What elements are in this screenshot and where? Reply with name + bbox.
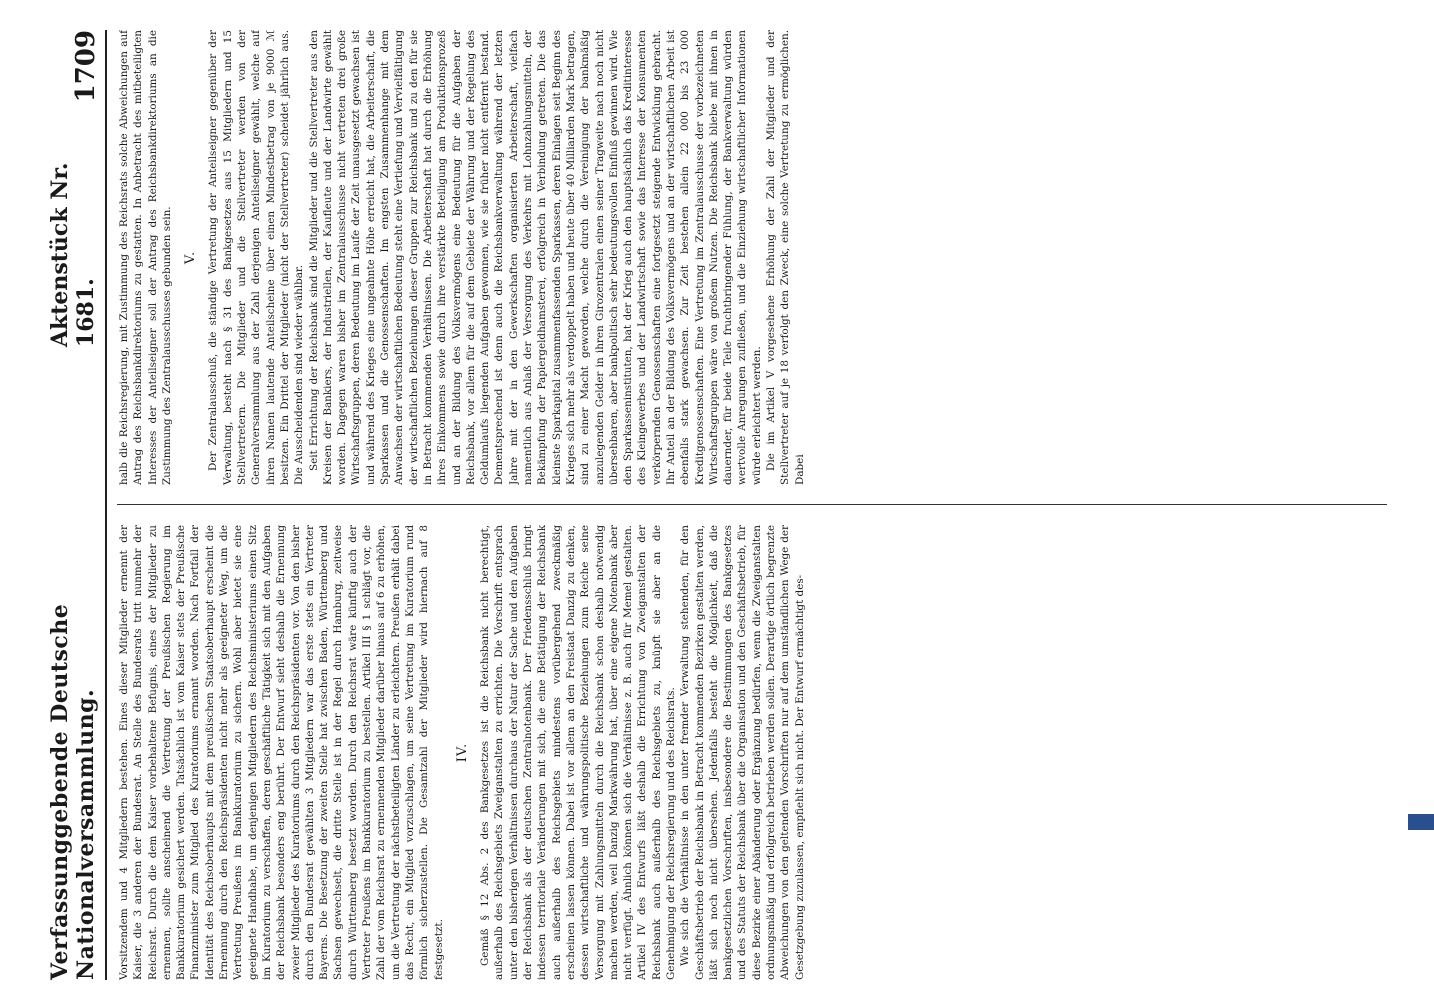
paragraph: Vorsitzendem und 4 Mitgliedern bestehen. Eines dieser Mitglieder ernennt der Kaiser, die 3 anderen der Bundesrat. An Stelle des Bundesrats tritt nunmehr der Reichsrat. Durch die dem Kaiser vorbehaltene Befugnis, eines der Mitglieder zu ernennen, sollte anscheinend die Vertretung der Preußischen Regierung im Bankkuratorium gesichert werden. Tatsächlich ist vom Kaiser stets der Preußische Finanzminister zum Mitglied des Kuratoriums ernannt worden. Nach Fortfall der Identität des Reichsoberhaupts mit dem preußischen Staatsoberhaupt erscheint die Ernennung durch den Reichspräsidenten nicht mehr als geeigneter Weg, um die Vertretung Preußens im Bankkuratorium zu sichern. Wohl aber bietet sie eine geeignete Handhabe, um denjenigen Mitgliedern des Reichsministeriums einen Sitz im Kuratorium zu verschaffen, deren geschäftliche Tätigkeit sich mit den Aufgaben der Reichsbank besonders eng berührt. Der Entwurf sieht deshalb die Ernennung zweier Mitglieder des Kuratoriums durch den Reichspräsidenten vor. Von den bisher durch den Bundesrat gewählten 3 Mitgliedern war das erste stets ein Vertreter Bayerns. Die Besetzung der zweiten Stelle hat zwischen Baden, Württemberg und Sachsen gewechselt, die dritte Stelle ist in der Regel durch Hamburg, zeitweise durch Württemberg besetzt worden. Durch den Reichsrat wäre künftig auch der Vertreter Preußens im Bankkuratorium zu bestellen. Artikel III § 1 schlägt vor, die Zahl der vom Reichsrat zu ernennenden Mitglieder darüber hinaus auf 6 zu erhöhen, um die Vertretung der nächstbeteiligten Länder zu erleichtern. Preußen erhält dabei das Recht, ein Mitglied vorzuschlagen, um seine Vertretung im Kuratorium rund förmlich sicherzustellen. Die Gesamtzahl der Mitglieder wird hiernach auf 8 festgesetzt. (118, 525, 445, 980)
paragraph: Die im Artikel V vorgesehene Erhöhung der Zahl der Mitglieder und der Stellvertreter auf je 18 verfolgt den Zweck, eine solche Vertretung zu ermöglichen. Dabei (765, 30, 806, 485)
page-number: 1709 (71, 30, 101, 103)
paragraph: Wie sich die Verhältnisse in den unter fremder Verwaltung stehenden, für den Geschäftsbetrieb der Reichsbank in Betracht kommenden Bezirken gestalten werden, läßt sich noch nicht übersehen. Jedenfalls besteht die Möglichkeit, daß die bankgesetzlichen Vorschriften, insbesondere die Bestimmungen des Bankgesetzes und des Statuts der Reichsbank über die Organisation und den Geschäftsbetrieb, für diese Bezirke einer Abänderung oder Ergänzung bedürfen, wenn die Zweiganstalten ordnungsmäßig und erfolgreich betrieben werden sollen. Derartige örtlich begrenzte Abweichungen von den geltenden Vorschriften nur auf dem umständlichen Wege der Gesetzgebung zuzulassen, empfiehlt sich nicht. Der Entwurf ermächtigt des- (679, 525, 806, 980)
section-heading: V. (183, 250, 199, 265)
page-header (47, 30, 107, 980)
document-page (47, 30, 1395, 980)
section-heading: IV. (454, 742, 470, 763)
dfg-logo (1408, 814, 1434, 830)
paragraph: Der Zentralausschuß, die ständige Vertretung der Anteilseigner gegenüber der Verwaltung, besteht nach § 31 des Bankgesetzes aus 15 Mitgliedern und 15 Stellvertretern. Die Mitglieder und die Stellvertreter werden von der Generalversammlung aus der Zahl derjenigen Anteilseigner gewählt, welche auf ihren Namen lautende Anteilscheine über einen Mindestbetrag von je 9000 ℳ besitzen. Ein Drittel der Mitglieder (nicht der Stellvertreter) scheidet jährlich aus. Die Ausscheidenden sind wieder wählbar. (207, 30, 306, 485)
left-column (117, 525, 1387, 980)
document-number: Aktenstück Nr. 1681. (47, 162, 99, 348)
text-columns (117, 30, 1387, 980)
right-column (117, 30, 1387, 485)
column-divider (117, 505, 1387, 506)
assembly-title: Verfassunggebende Deutsche Nationalversammlung. (47, 603, 99, 980)
paragraph: halb die Reichsregierung, mit Zustimmung des Reichsrats solche Abweichungen auf Antrag des Reichsbankdirektoriums zu gestatten. In Anbetracht des mitbeteiligten Interesses der Anteilseigner soll der Antrag des Reichsbankdirektoriums an die Zustimmung des Zentralausschusses gebunden sein. (118, 30, 173, 485)
paragraph: Gemäß § 12 Abs. 2 des Bankgesetzes ist die Reichsbank nicht berechtigt, außerhalb des Reichsgebiets Zweiganstalten zu errichten. Die Vorschrift entsprach unter den bisherigen Verhältnissen durchaus der Natur der Sache und den Aufgaben der Reichsbank als der deutschen Zentralnotenbank. Der Friedensschluß bringt indessen territoriale Veränderungen mit sich, die eine Betätigung der Reichsbank auch außerhalb des Reichsgebiets mindestens vorübergehend zweckmäßig erscheinen lassen können. Dabei ist vor allem an den Freistaat Danzig zu denken, dessen wirtschaftliche und währungspolitische Beziehungen zum Reiche seine Versorgung mit Zahlungsmitteln durch die Reichsbank schon deshalb notwendig machen werden, weil Danzig Markwährung hat, über eine eigene Notenbank aber nicht verfügt. Ähnlich können sich die Verhältnisse z. B. auch für Memel gestalten. Artikel IV des Entwurfs läßt deshalb die Errichtung von Zweiganstalten der Reichsbank auch außerhalb des Reichsgebiets zu, knüpft sie aber an die Genehmigung der Reichsregierung und des Reichsrats. (479, 525, 677, 980)
paragraph: Seit Errichtung der Reichsbank sind die Mitglieder und die Stellvertreter aus den Kreisen der Bankiers, der Industriellen, der Kaufleute und der Landwirte gewählt worden. Dagegen waren bisher im Zentralausschusse nicht vertreten drei große Wirtschaftsgruppen, deren Bedeutung im Laufe der Zeit unausgesetzt gewachsen ist und während des Krieges eine ungeahnte Höhe erreicht hat, die Arbeiterschaft, die Sparkassen und die Genossenschaften. Im engsten Zusammenhange mit dem Anwachsen der wirtschaftlichen Bedeutung steht eine Vertiefung und Vervielfältigung der wirtschaftlichen Beziehungen dieser Gruppen zur Reichsbank und zu den für sie in Betracht kommenden Verhältnissen. Die Arbeiterschaft hat durch die Erhöhung ihres Einkommens sowie durch ihre verstärkte Beteiligung am Produktionsprozeß und an der Bildung des Volksvermögens eine Bedeutung für die Aufgaben der Reichsbank, vor allem für die auf dem Gebiete der Währung und der Regelung des Geldumlaufs liegenden Aufgaben gewonnen, wie sie früher nicht entfernt bestand. Dementsprechend ist denn auch die Reichsbankverwaltung während der letzten Jahre mit der in den Gewerkschaften organisierten Arbeiterschaft, vielfach namentlich aus Anlaß der Versorgung des Verkehrs mit Lohnzahlungsmitteln, der Bekämpfung der Papiergeldhamsterei, erfolgreich in Verbindung getreten. Die das kleinste Sparkapital zusammenfassenden Sparkassen, deren Einlagen seit Beginn des Krieges sich mehr als verdoppelt haben und heute über 40 Milliarden Mark betragen, sind zu einer Macht geworden, welche durch die Vereinigung der bankmäßig anzulegenden Gelder in ihren Girozentralen einen seiner Tragweite nach noch nicht übersehbaren, aber bankpolitisch sehr bedeutungsvollen Einfluß gewinnen wird. Wie den Sparkasseninstituten, hat der Krieg auch den hauptsächlich das Kreditinteresse des Kleingewerbes und der Landwirtschaft sowie das Interesse der Konsumenten verkörpernden Genossenschaften eine fortgesetzt steigende Entwicklung gebracht. Ihr Anteil an der Bildung des Volksvermögens und an der wirtschaftlichen Arbeit ist ebenfalls stark gewachsen. Zur Zeit bestehen allein 22 000 bis 23 000 Kreditgenossenschaften. Eine Vertretung im Zentralausschusse der vorbezeichneten Wirtschaftsgruppen wäre von großem Nutzen. Die Reichsbank bliebe mit ihnen in dauernder, für beide Teile fruchtbringender Fühlung, der Bankverwaltung würden wertvolle Anregungen zufließen, und die Einziehung wirtschaftlicher Informationen würde erleichtert werden. (307, 30, 763, 485)
digitization-notice (1414, 150, 1430, 830)
